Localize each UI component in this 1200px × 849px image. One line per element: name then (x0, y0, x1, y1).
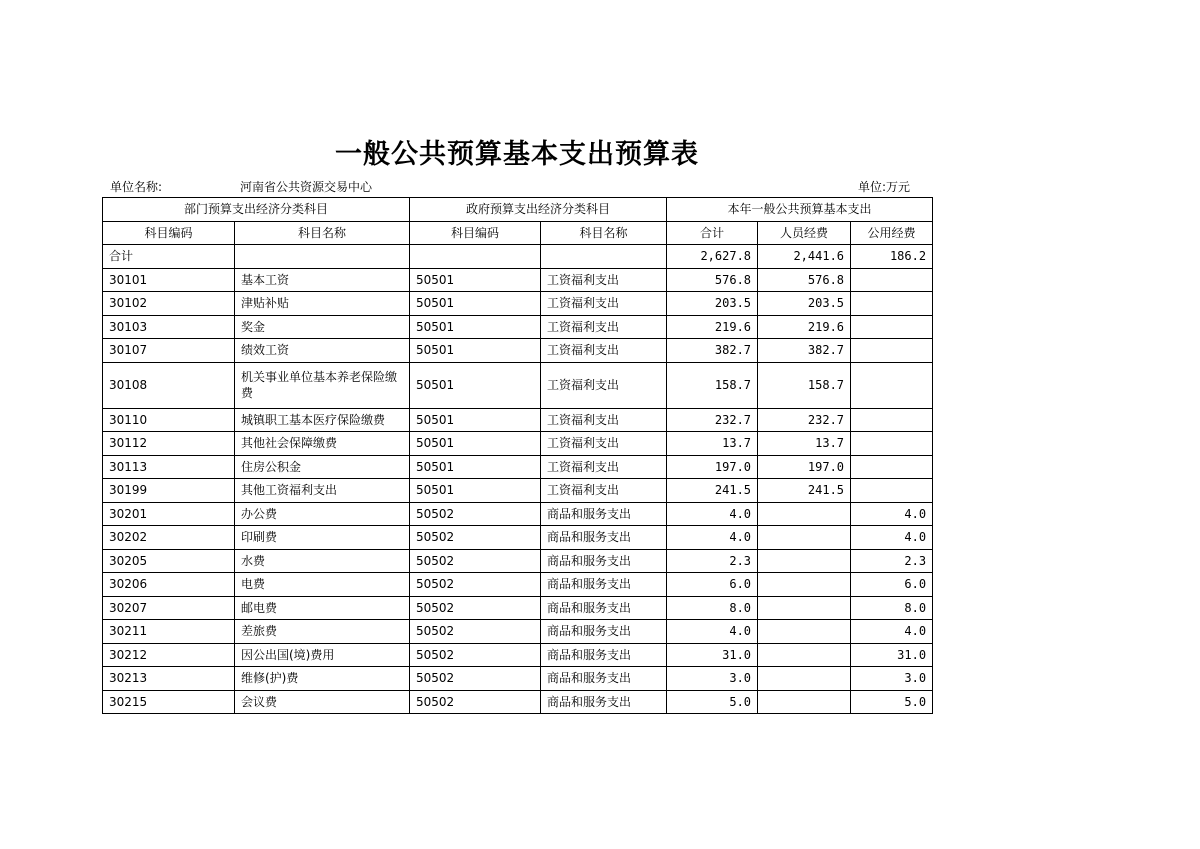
table-row (103, 292, 933, 316)
gov-code-cell (410, 245, 541, 269)
total-cell: 382.7 (667, 339, 758, 363)
gov-name-cell (541, 245, 667, 269)
personnel-cell (758, 690, 851, 714)
total-cell: 203.5 (667, 292, 758, 316)
public-cell: 31.0 (851, 643, 933, 667)
gov-name-cell: 商品和服务支出 (541, 643, 667, 667)
dept-code-cell: 30201 (103, 502, 235, 526)
dept-name-cell: 城镇职工基本医疗保险缴费 (235, 408, 410, 432)
gov-name-cell: 工资福利支出 (541, 455, 667, 479)
gov-name-cell: 商品和服务支出 (541, 596, 667, 620)
dept-code-cell: 30107 (103, 339, 235, 363)
dept-code-cell: 30108 (103, 362, 235, 408)
table-row (103, 502, 933, 526)
public-cell (851, 339, 933, 363)
dept-name-cell: 办公费 (235, 502, 410, 526)
gov-name-cell: 商品和服务支出 (541, 502, 667, 526)
personnel-cell (758, 526, 851, 550)
personnel-cell (758, 549, 851, 573)
gov-name-cell: 工资福利支出 (541, 339, 667, 363)
header-personnel: 人员经费 (758, 221, 851, 245)
total-cell: 8.0 (667, 596, 758, 620)
public-cell: 3.0 (851, 667, 933, 691)
gov-code-cell: 50501 (410, 479, 541, 503)
dept-name-cell: 维修(护)费 (235, 667, 410, 691)
dept-name-cell: 绩效工资 (235, 339, 410, 363)
table-row (103, 596, 933, 620)
personnel-cell (758, 620, 851, 644)
personnel-cell: 158.7 (758, 362, 851, 408)
gov-name-cell: 工资福利支出 (541, 362, 667, 408)
total-cell: 4.0 (667, 620, 758, 644)
table-row (103, 690, 933, 714)
public-cell (851, 292, 933, 316)
dept-code-cell: 30205 (103, 549, 235, 573)
total-cell: 2.3 (667, 549, 758, 573)
table-row (103, 362, 933, 408)
gov-code-cell: 50501 (410, 362, 541, 408)
dept-name-cell: 印刷费 (235, 526, 410, 550)
table-row (103, 432, 933, 456)
table-row (103, 315, 933, 339)
dept-name-cell: 其他社会保障缴费 (235, 432, 410, 456)
dept-name-cell (235, 245, 410, 269)
total-cell: 576.8 (667, 268, 758, 292)
gov-code-cell: 50501 (410, 339, 541, 363)
personnel-cell (758, 502, 851, 526)
total-cell: 241.5 (667, 479, 758, 503)
gov-name-cell: 商品和服务支出 (541, 690, 667, 714)
total-cell: 219.6 (667, 315, 758, 339)
personnel-cell: 219.6 (758, 315, 851, 339)
total-cell: 5.0 (667, 690, 758, 714)
public-cell: 2.3 (851, 549, 933, 573)
table-row (103, 620, 933, 644)
gov-code-cell: 50502 (410, 596, 541, 620)
budget-table-body (103, 245, 933, 714)
unit-name: 河南省公共资源交易中心 (240, 180, 373, 194)
dept-name-cell: 差旅费 (235, 620, 410, 644)
table-row (103, 667, 933, 691)
dept-name-cell: 电费 (235, 573, 410, 597)
header-gov-group: 政府预算支出经济分类科目 (410, 198, 667, 222)
gov-name-cell: 商品和服务支出 (541, 573, 667, 597)
gov-code-cell: 50501 (410, 268, 541, 292)
dept-code-cell: 30102 (103, 292, 235, 316)
public-cell (851, 479, 933, 503)
gov-code-cell: 50502 (410, 620, 541, 644)
gov-code-cell: 50502 (410, 643, 541, 667)
gov-name-cell: 商品和服务支出 (541, 667, 667, 691)
currency-unit: 单位:万元 (858, 180, 911, 194)
table-row (103, 455, 933, 479)
total-cell: 4.0 (667, 502, 758, 526)
gov-name-cell: 工资福利支出 (541, 315, 667, 339)
dept-code-cell: 30215 (103, 690, 235, 714)
dept-code-cell: 30113 (103, 455, 235, 479)
public-cell (851, 268, 933, 292)
header-column-row (103, 221, 933, 245)
personnel-cell: 203.5 (758, 292, 851, 316)
dept-code-cell: 合计 (103, 245, 235, 269)
dept-code-cell: 30206 (103, 573, 235, 597)
table-row (103, 339, 933, 363)
gov-code-cell: 50502 (410, 502, 541, 526)
gov-name-cell: 工资福利支出 (541, 408, 667, 432)
gov-name-cell: 商品和服务支出 (541, 620, 667, 644)
public-cell (851, 432, 933, 456)
personnel-cell: 232.7 (758, 408, 851, 432)
total-cell: 158.7 (667, 362, 758, 408)
dept-name-cell: 奖金 (235, 315, 410, 339)
budget-table (102, 197, 933, 714)
public-cell (851, 315, 933, 339)
total-cell: 2,627.8 (667, 245, 758, 269)
table-row (103, 643, 933, 667)
total-cell: 6.0 (667, 573, 758, 597)
gov-name-cell: 商品和服务支出 (541, 526, 667, 550)
personnel-cell (758, 667, 851, 691)
total-cell: 13.7 (667, 432, 758, 456)
personnel-cell: 576.8 (758, 268, 851, 292)
gov-code-cell: 50502 (410, 526, 541, 550)
dept-code-cell: 30207 (103, 596, 235, 620)
table-row (103, 408, 933, 432)
total-cell: 232.7 (667, 408, 758, 432)
personnel-cell: 2,441.6 (758, 245, 851, 269)
personnel-cell: 13.7 (758, 432, 851, 456)
public-cell: 4.0 (851, 502, 933, 526)
total-cell: 3.0 (667, 667, 758, 691)
table-row (103, 549, 933, 573)
public-cell: 5.0 (851, 690, 933, 714)
personnel-cell: 197.0 (758, 455, 851, 479)
gov-code-cell: 50501 (410, 455, 541, 479)
dept-code-cell: 30103 (103, 315, 235, 339)
gov-code-cell: 50501 (410, 315, 541, 339)
page-title: 一般公共预算基本支出预算表 (335, 139, 699, 170)
public-cell: 6.0 (851, 573, 933, 597)
header-dept-group: 部门预算支出经济分类科目 (103, 198, 410, 222)
dept-name-cell: 水费 (235, 549, 410, 573)
personnel-cell: 241.5 (758, 479, 851, 503)
dept-code-cell: 30110 (103, 408, 235, 432)
personnel-cell (758, 596, 851, 620)
header-basic-group: 本年一般公共预算基本支出 (667, 198, 933, 222)
dept-code-cell: 30212 (103, 643, 235, 667)
gov-code-cell: 50501 (410, 292, 541, 316)
dept-code-cell: 30202 (103, 526, 235, 550)
gov-code-cell: 50501 (410, 432, 541, 456)
header-gov-code: 科目编码 (410, 221, 541, 245)
header-dept-name: 科目名称 (235, 221, 410, 245)
gov-code-cell: 50502 (410, 549, 541, 573)
table-row (103, 268, 933, 292)
dept-code-cell: 30211 (103, 620, 235, 644)
dept-name-cell: 其他工资福利支出 (235, 479, 410, 503)
dept-code-cell: 30112 (103, 432, 235, 456)
header-dept-code: 科目编码 (103, 221, 235, 245)
total-row (103, 245, 933, 269)
table-row (103, 573, 933, 597)
dept-name-cell: 津贴补贴 (235, 292, 410, 316)
gov-name-cell: 工资福利支出 (541, 292, 667, 316)
table-row (103, 526, 933, 550)
unit-name-label: 单位名称: (110, 180, 163, 194)
dept-name-cell: 住房公积金 (235, 455, 410, 479)
personnel-cell (758, 573, 851, 597)
public-cell (851, 362, 933, 408)
personnel-cell: 382.7 (758, 339, 851, 363)
dept-name-cell: 因公出国(境)费用 (235, 643, 410, 667)
gov-name-cell: 工资福利支出 (541, 268, 667, 292)
header-public: 公用经费 (851, 221, 933, 245)
table-row (103, 479, 933, 503)
gov-code-cell: 50501 (410, 408, 541, 432)
dept-name-cell: 邮电费 (235, 596, 410, 620)
header-group-row (103, 198, 933, 222)
dept-code-cell: 30101 (103, 268, 235, 292)
header-gov-name: 科目名称 (541, 221, 667, 245)
gov-name-cell: 商品和服务支出 (541, 549, 667, 573)
dept-name-cell: 会议费 (235, 690, 410, 714)
personnel-cell (758, 643, 851, 667)
public-cell: 186.2 (851, 245, 933, 269)
public-cell: 4.0 (851, 620, 933, 644)
gov-name-cell: 工资福利支出 (541, 479, 667, 503)
gov-code-cell: 50502 (410, 667, 541, 691)
gov-code-cell: 50502 (410, 690, 541, 714)
dept-code-cell: 30199 (103, 479, 235, 503)
public-cell (851, 455, 933, 479)
total-cell: 197.0 (667, 455, 758, 479)
public-cell: 4.0 (851, 526, 933, 550)
header-total: 合计 (667, 221, 758, 245)
public-cell (851, 408, 933, 432)
gov-code-cell: 50502 (410, 573, 541, 597)
total-cell: 31.0 (667, 643, 758, 667)
total-cell: 4.0 (667, 526, 758, 550)
dept-code-cell: 30213 (103, 667, 235, 691)
dept-name-cell: 机关事业单位基本养老保险缴费 (235, 362, 410, 408)
dept-name-cell: 基本工资 (235, 268, 410, 292)
public-cell: 8.0 (851, 596, 933, 620)
gov-name-cell: 工资福利支出 (541, 432, 667, 456)
